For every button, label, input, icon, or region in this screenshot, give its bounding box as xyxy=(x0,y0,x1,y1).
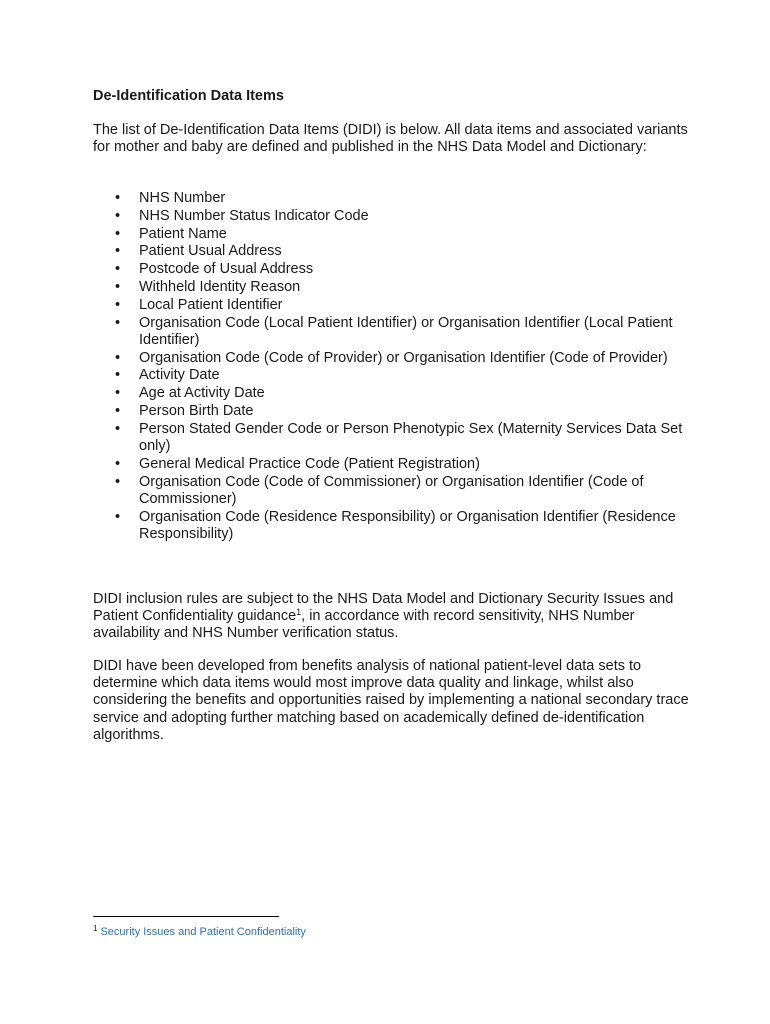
bullet-icon: • xyxy=(115,349,121,366)
bullet-icon: • xyxy=(115,207,121,224)
list-item-text: Withheld Identity Reason xyxy=(139,278,301,295)
list-item-text: Organisation Code (Residence Responsibility) or Organisation Identifier (Residence Responsibility) xyxy=(139,508,676,542)
inclusion-rules-paragraph xyxy=(93,591,693,643)
list-item xyxy=(93,297,683,314)
list-item xyxy=(93,403,683,420)
page-title: De-Identification Data Items xyxy=(93,88,284,104)
bullet-icon: • xyxy=(115,278,121,295)
list-item-text: Person Birth Date xyxy=(139,402,254,419)
bullet-icon: • xyxy=(115,367,121,384)
list-item xyxy=(93,509,683,543)
footnote-mark: 1 xyxy=(93,924,98,933)
list-item-text: Organisation Code (Code of Commissioner) or Organisation Identifier (Code of Commissioner) xyxy=(139,473,644,507)
bullet-icon: • xyxy=(115,314,121,331)
footnote xyxy=(93,922,306,939)
list-item-text: Organisation Code (Local Patient Identifier) or Organisation Identifier (Local Patient Identifier) xyxy=(139,314,673,348)
footnote-reference[interactable]: 1 xyxy=(296,607,302,618)
list-item xyxy=(93,208,683,225)
didi-item-list xyxy=(93,190,683,544)
bullet-icon: • xyxy=(115,296,121,313)
list-item xyxy=(93,279,683,296)
bullet-icon: • xyxy=(115,225,121,242)
list-item-text: Patient Usual Address xyxy=(139,243,282,260)
footnote-link[interactable]: Security Issues and Patient Confidentiality xyxy=(100,926,306,938)
bullet-icon: • xyxy=(115,243,121,260)
list-item-text: Patient Name xyxy=(139,225,227,242)
list-item xyxy=(93,456,683,473)
list-item xyxy=(93,261,683,278)
list-item-text: Local Patient Identifier xyxy=(139,296,283,313)
bullet-icon: • xyxy=(115,261,121,278)
list-item xyxy=(93,421,683,455)
bullet-icon: • xyxy=(115,455,121,472)
footnote-divider xyxy=(93,916,279,917)
list-item-text: Age at Activity Date xyxy=(139,385,265,402)
list-item-text: Postcode of Usual Address xyxy=(139,261,314,278)
list-item xyxy=(93,190,683,207)
list-item-text: Activity Date xyxy=(139,367,220,384)
list-item xyxy=(93,315,683,349)
inclusion-rules-text-continued: , in accordance with record sensitivity, NHS Number availability and NHS Number verification status. xyxy=(93,608,635,642)
bullet-icon: • xyxy=(115,190,121,206)
list-item xyxy=(93,474,683,508)
bullet-icon: • xyxy=(115,473,121,490)
intro-paragraph: The list of De-Identification Data Items (DIDI) is below. All data items and associated variants for mother and baby are defined and published in the NHS Data Model and Dictionary: xyxy=(93,122,688,156)
list-item xyxy=(93,350,683,367)
bullet-icon: • xyxy=(115,508,121,525)
list-item xyxy=(93,226,683,243)
list-item xyxy=(93,367,683,384)
bullet-icon: • xyxy=(115,402,121,419)
inclusion-rules-text: DIDI inclusion rules are subject to the NHS Data Model and Dictionary Security Issues and Patient Confidentiality guidance xyxy=(93,591,674,625)
bullet-icon: • xyxy=(115,385,121,402)
bullet-icon: • xyxy=(115,420,121,437)
development-paragraph: DIDI have been developed from benefits analysis of national patient-level data sets to determine which data items would most improve data quality and linkage, whilst also considering the benefits and opportunities raised by implementing a national secondary trace service and adopting further matching based on academically defined de-identification algorithms. xyxy=(93,658,689,743)
list-item-text: Organisation Code (Code of Provider) or Organisation Identifier (Code of Provider) xyxy=(139,349,668,366)
list-item xyxy=(93,243,683,260)
list-item-text: General Medical Practice Code (Patient Registration) xyxy=(139,455,480,472)
list-item-text: NHS Number Status Indicator Code xyxy=(139,207,369,224)
list-item-text: Person Stated Gender Code or Person Phenotypic Sex (Maternity Services Data Set only) xyxy=(139,420,683,454)
list-item xyxy=(93,385,683,402)
list-item-text: NHS Number xyxy=(139,190,226,206)
